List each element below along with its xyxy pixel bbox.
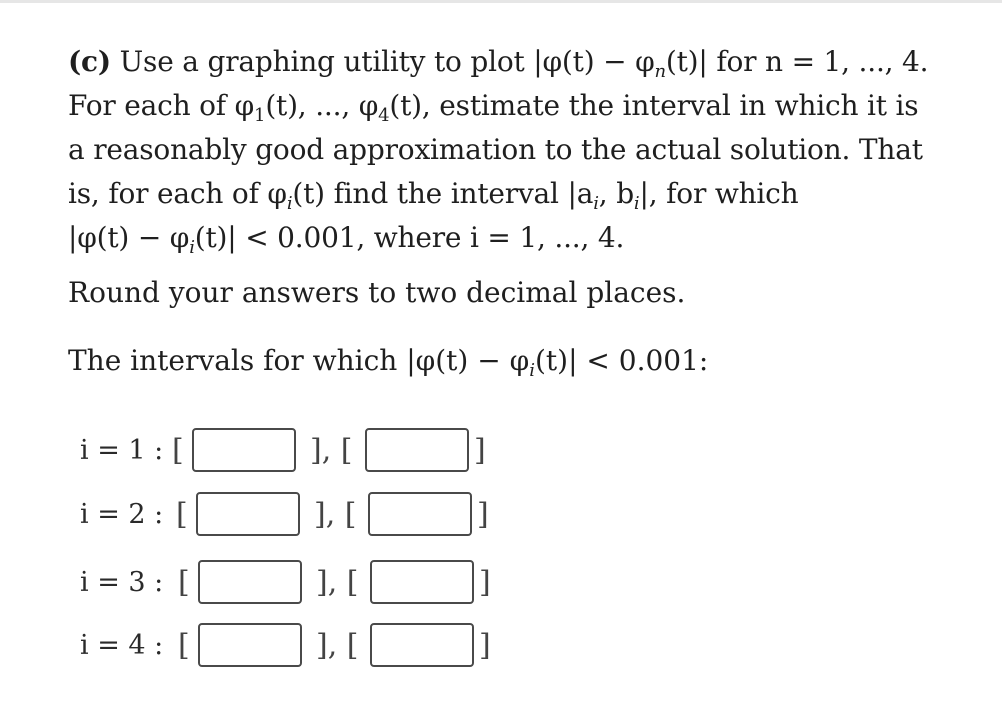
interval-end-input-2[interactable] — [368, 492, 472, 536]
open-bracket: [ — [172, 433, 184, 468]
problem-line-4: is, for each of $\varphi_i(t)$ find the interval $|a_i$, $b_i|$, for which — [68, 177, 799, 214]
interval-end-input-3[interactable] — [370, 560, 474, 604]
open-bracket: [ — [178, 628, 190, 663]
part-label: (c) — [68, 45, 111, 78]
row-label: i = 1 : — [80, 435, 164, 466]
problem-line-2: For each of $\varphi_1(t)$, ..., $\varphi_4(t)$, estimate the interval in which it is — [68, 89, 919, 126]
interval-start-input-4[interactable] — [198, 623, 302, 667]
close-bracket: ] — [474, 433, 486, 468]
problem-line-3: a reasonably good approximation to the actual solution. That — [68, 133, 923, 166]
interval-start-input-2[interactable] — [196, 492, 300, 536]
problem-line-1: (c) Use a graphing utility to plot $|\varphi(t) - \varphi_n(t)|$ for n = 1, ..., 4. — [68, 45, 929, 82]
row-label: i = 4 : — [80, 630, 164, 661]
problem-line-5: $|\varphi(t) - \varphi_i(t)| < 0.001$, where i = 1, ..., 4. — [68, 221, 625, 258]
separator-bracket: ], [ — [316, 565, 359, 600]
close-bracket: ] — [479, 565, 491, 600]
interval-end-input-4[interactable] — [370, 623, 474, 667]
intervals-heading: The intervals for which $|\varphi(t) - \varphi_i(t)| < 0.001$: — [68, 344, 709, 381]
interval-start-input-1[interactable] — [192, 428, 296, 472]
close-bracket: ] — [477, 497, 489, 532]
row-label: i = 3 : — [80, 567, 164, 598]
close-bracket: ] — [479, 628, 491, 663]
separator-bracket: ], [ — [310, 433, 353, 468]
interval-row-2 — [80, 492, 500, 538]
separator-bracket: ], [ — [316, 628, 359, 663]
interval-end-input-1[interactable] — [365, 428, 469, 472]
open-bracket: [ — [176, 497, 188, 532]
open-bracket: [ — [178, 565, 190, 600]
row-label: i = 2 : — [80, 499, 164, 530]
interval-row-1 — [80, 428, 500, 474]
rounding-instruction: Round your answers to two decimal places. — [68, 276, 686, 309]
interval-row-4 — [80, 623, 500, 669]
separator-bracket: ], [ — [314, 497, 357, 532]
interval-start-input-3[interactable] — [198, 560, 302, 604]
interval-row-3 — [80, 560, 500, 606]
problem-statement — [68, 40, 948, 260]
top-divider — [0, 0, 1002, 3]
